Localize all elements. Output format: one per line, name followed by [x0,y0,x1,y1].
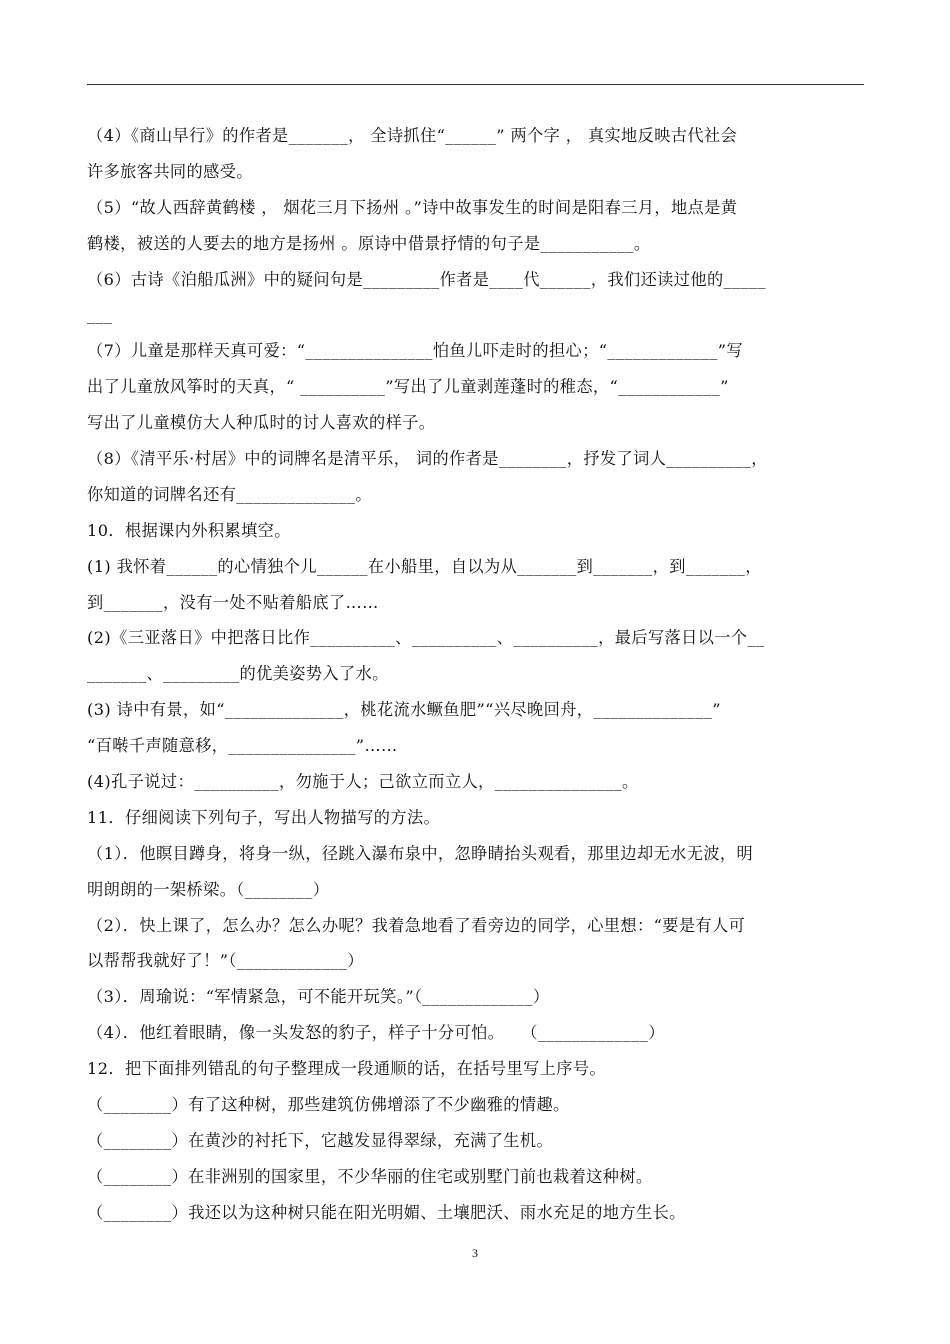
text-line: 你知道的词牌名还有______________。 [87,484,372,504]
header-rule [87,84,864,85]
text-line: （8）《清平乐·村居》中的词牌名是清平乐， 词的作者是________，抒发了词人__________， [87,449,768,469]
worksheet-body [87,118,867,1231]
text-line: （________）在非洲别的国家里，不少华丽的住宅或别墅门前也栽着这种树。 [87,1166,653,1186]
text-line: （________）我还以为这种树只能在阳光明媚、土壤肥沃、雨水充足的地方生长。 [87,1202,686,1222]
text-line: 写出了儿童模仿大人种瓜时的讨人喜欢的样子。 [87,413,436,433]
text-line: 到_______，没有一处不贴着船底了…… [87,592,379,612]
text-line: (1) 我怀着______的心情独个儿______在小船里，自以为从_______到_______，到_______， [87,556,762,576]
text-line: （4）《商山早行》的作者是_______， 全诗抓住“______” 两个字 ， 真实地反映古代社会 [87,126,738,145]
text-line: ___ [87,305,113,325]
text-line: （1）．他瞑目蹲身，将身一纵，径跳入瀑布泉中，忽睁睛抬头观看，那里边却无水无波，明 [87,843,754,863]
text-line: （7）儿童是那样天真可爱：“_______________怕鱼儿吓走时的担心；“_____________”写 [87,341,744,361]
text-line: 鹤楼，被送的人要去的地方是扬州 。原诗中借景抒情的句子是___________。 [87,233,651,253]
text-line: （2）．快上课了，怎么办？怎么办呢？我着急地看了看旁边的同学，心里想：“要是有人可 [87,915,746,935]
text-line: (4)孔子说过：__________，勿施于人；己欲立而立人，_______________。 [87,772,639,792]
question-heading: 11．仔细阅读下列句子，写出人物描写的方法。 [87,807,441,827]
text-line: （________）在黄沙的衬托下，它越发显得翠绿，充满了生机。 [87,1130,554,1150]
text-line: (3) 诗中有景，如“______________，桃花流水鳜鱼肥”“兴尽晚回舟，______________” [87,700,721,720]
text-line: 明朗朗的一架桥梁。（________） [87,879,330,899]
text-line: 出了儿童放风筝时的天真，“ __________”写出了儿童剥莲蓬时的稚态，“____________” [87,377,729,397]
text-line: （4）．他红着眼睛，像一头发怒的豹子，样子十分可怕。 （_____________） [87,1023,665,1043]
page-number: 3 [472,1246,478,1260]
text-line: “百啭千声随意移，_______________”…… [87,736,398,756]
question-heading: 12．把下面排列错乱的句子整理成一段通顺的话，在括号里写上序号。 [87,1059,607,1079]
text-line: （3）．周瑜说：“军情紧急，可不能开玩笑。”（_____________） [87,987,550,1007]
text-line: (2)《三亚落日》中把落日比作__________、__________、__________，最后写落日以一个__ [87,628,765,648]
text-line: 以帮帮我就好了！”（_____________） [87,951,364,971]
text-line: （________）有了这种树，那些建筑仿佛增添了不少幽雅的情趣。 [87,1095,570,1115]
question-heading: 10．根据课内外积累填空。 [87,520,291,540]
text-line: （5）“故人西辞黄鹤楼 ， 烟花三月下扬州 。”诗中故事发生的时间是阳春三月，地点是黄 [87,197,738,217]
text-line: 许多旅客共同的感受。 [87,161,253,181]
text-line: （6）古诗《泊船瓜洲》中的疑问句是_________作者是____代______，我们还读过他的_____ [87,269,766,289]
text-line: _______、_________的优美姿势入了水。 [87,664,389,684]
